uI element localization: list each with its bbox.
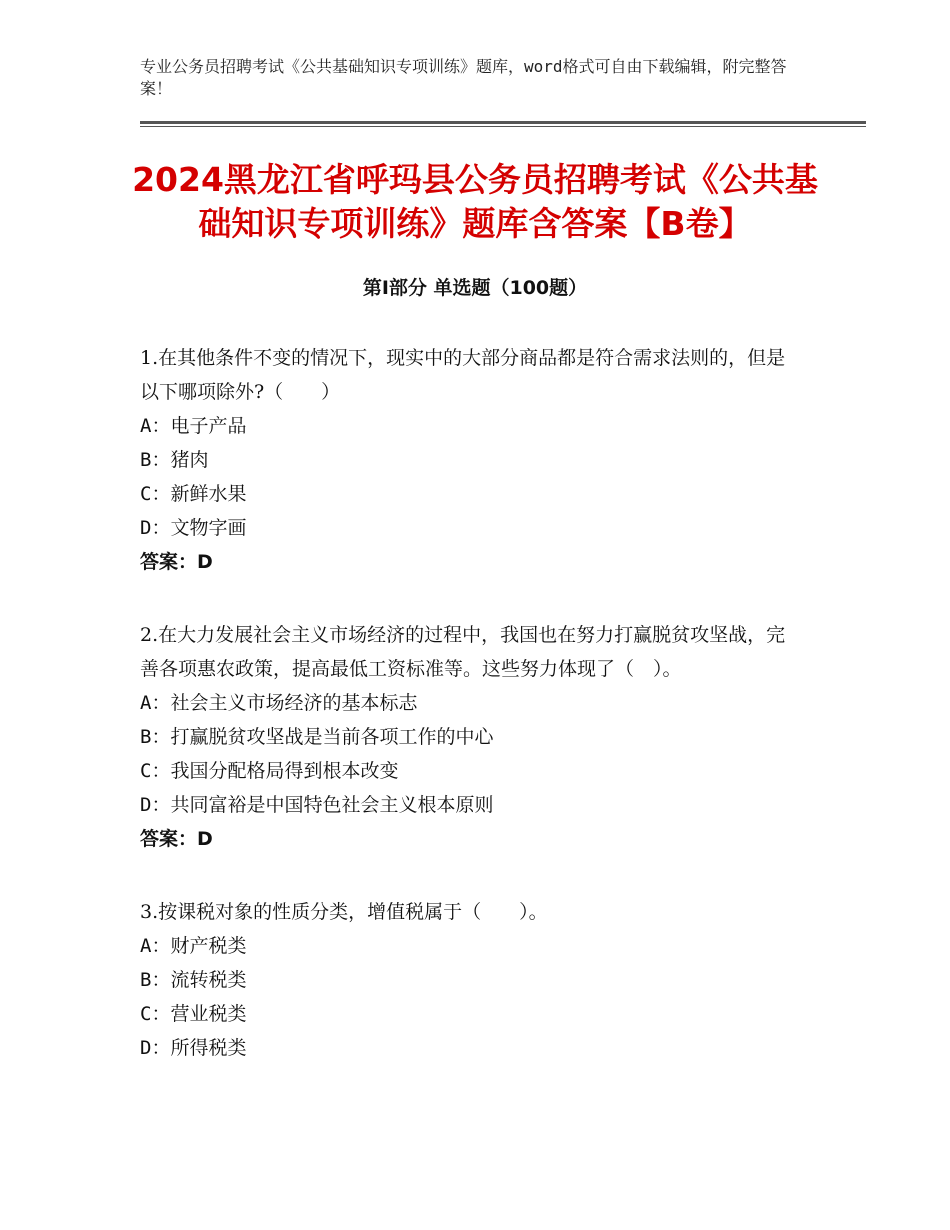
question-stem: 1.在其他条件不变的情况下，现实中的大部分商品都是符合需求法则的，但是以下哪项除外?（ ） bbox=[140, 347, 786, 403]
option-d: D：共同富裕是中国特色社会主义根本原则 bbox=[140, 794, 494, 816]
option-a: A：电子产品 bbox=[140, 415, 247, 437]
option-c: C：新鲜水果 bbox=[140, 483, 247, 505]
answer: 答案：D bbox=[140, 828, 213, 850]
header-divider-thin bbox=[140, 126, 866, 127]
option-b: B：打赢脱贫攻坚战是当前各项工作的中心 bbox=[140, 726, 494, 748]
option-b: B：流转税类 bbox=[140, 969, 247, 991]
option-b: B：猪肉 bbox=[140, 449, 209, 471]
header-note: 专业公务员招聘考试《公共基础知识专项训练》题库，word格式可自由下载编辑，附完整答案！ bbox=[140, 57, 787, 98]
header-divider-thick bbox=[140, 121, 866, 124]
section-heading: 第Ⅰ部分 单选题（100题） bbox=[362, 277, 588, 299]
option-c: C：我国分配格局得到根本改变 bbox=[140, 760, 399, 782]
option-a: A：社会主义市场经济的基本标志 bbox=[140, 692, 418, 714]
option-c: C：营业税类 bbox=[140, 1003, 247, 1025]
question-list bbox=[140, 341, 800, 1104]
option-d: D：所得税类 bbox=[140, 1037, 247, 1059]
question-stem: 2.在大力发展社会主义市场经济的过程中，我国也在努力打赢脱贫攻坚战，完善各项惠农政策，提高最低工资标准等。这些努力体现了（ ）。 bbox=[140, 624, 786, 680]
question-1 bbox=[140, 341, 800, 579]
document-title: 2024黑龙江省呼玛县公务员招聘考试《公共基础知识专项训练》题库含答案【B卷】 bbox=[132, 160, 818, 243]
answer: 答案：D bbox=[140, 551, 213, 573]
option-d: D：文物字画 bbox=[140, 517, 247, 539]
question-3 bbox=[140, 895, 800, 1065]
option-a: A：财产税类 bbox=[140, 935, 247, 957]
question-stem: 3.按课税对象的性质分类，增值税属于（ ）。 bbox=[140, 901, 548, 923]
question-2 bbox=[140, 618, 800, 856]
